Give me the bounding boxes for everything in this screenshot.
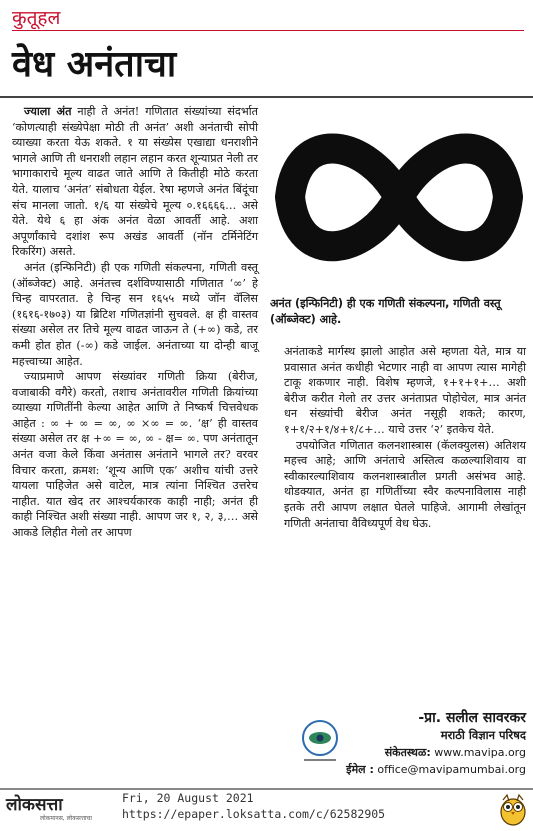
headline-divider: [0, 96, 533, 98]
author-organization: मराठी विज्ञान परिषद: [440, 728, 526, 742]
article-column-1: [12, 104, 258, 541]
edition-info: [122, 790, 385, 822]
email-label: ईमेल :: [346, 763, 374, 776]
section-kicker: कुतूहल: [12, 7, 61, 29]
author-name: -प्रा. सलील सावरकर: [418, 710, 526, 726]
email-row: [300, 761, 526, 778]
article-headline: वेध अनंताचा: [12, 44, 177, 85]
article-column-2: [284, 344, 526, 531]
website-label: संकेतस्थळ:: [384, 746, 431, 759]
email-link[interactable]: office@mavipamumbai.org: [377, 763, 526, 776]
infinity-symbol: [268, 100, 530, 295]
lead-words: ज्याला अंत: [24, 104, 72, 118]
paragraph-1-text: नाही ते अनंत! गणितात संख्यांच्या संदर्भात ‘कोणत्याही संख्येपेक्षा मोठी ती अनंत’ अशी अनंताची सोपी व्याख्या करता येऊ शकते. १ या संख्येस एखाद्या धनराशीने भागले आणि ती धनराशी लहान लहान करत शून्याप्रत नेली तर भागाकाराचे मूल्य वाढत जाते आणि ते कितीही मोठे करता येते. यालाच ‘अनंत’ संबोधता येईल. रेषा म्हणजे अनंत बिंदूंचा संच मानला जातो. १/६ या संख्येचे मूल्य ०.१६६६६… असे येते. येथे ६ हा अंक अनंत वेळा आवर्ती आहे. अशा अपूर्णांकाचे दशांश रूप अखंड आवर्ती (नॉन टर्मिनेटिंग रिकरिंग) असते.: [12, 105, 258, 259]
paragraph-2: अनंत (इन्फिनिटी) ही एक गणिती संकल्पना, गणिती वस्तू (ऑब्जेक्ट) आहे. अनंतत्त्व दर्शविण्यासाठी गणितात ‘∞’ हे चिन्ह वापरतात. हे चिन्ह सन १६५५ मध्ये जॉन वॅलिस (१६१६-१७०३) या ब्रिटिश गणितज्ञांनी सुचवले. क्ष ही वास्तव संख्या असेल तर तिचे मूल्य वाढत जाऊन ते (+∞) कडे, तर कमी होत होत (-∞) कडे जाईल. अनंताच्या या दोन्ही बाजू महत्त्वाच्या आहेत.: [12, 260, 258, 368]
website-link[interactable]: www.mavipa.org: [434, 746, 526, 759]
epaper-url[interactable]: https://epaper.loksatta.com/c/62582905: [122, 807, 386, 821]
newspaper-tagline: लोकमानस, लोकसत्ताचा: [40, 815, 92, 822]
owl-icon: [498, 792, 528, 826]
paragraph-4: अनंताकडे मार्गस्थ झालो आहोत असे म्हणता येते, मात्र या प्रवासात अनंत कधीही भेटणार नाही वा आपण त्यास मागेही टाकू शकणार नाही. विशेष म्हणजे, १+१+१+… अशी बेरीज करीत गेलो तर उत्तर अनंताप्रत पोहोचेल, मात्र अनंत धन संख्यांची बेरीज अनंत नसूही शकते; कारण, १+१/२+१/४+१/८+… याचे उत्तर ‘२’ इतकेच येते.: [284, 345, 526, 436]
kicker-divider: [12, 30, 524, 31]
edition-date: Fri, 20 August 2021: [122, 791, 254, 805]
author-block: [300, 710, 526, 778]
image-caption: अनंत (इन्फिनिटी) ही एक गणिती संकल्पना, गणिती वस्तू (ऑब्जेक्ट) आहे.: [270, 297, 501, 326]
paragraph-3: ज्याप्रमाणे आपण संख्यांवर गणिती क्रिया (बेरीज, वजाबाकी वगैरे) करतो, तशाच अनंतावरील गणिती क्रियांच्या व्याख्या गणितींनी केल्या आहेत आणि ते निष्कर्ष चित्तवेधक आहेत : ∞ + ∞ = ∞, ∞ ×∞ = ∞. ‘क्ष’ ही वास्तव संख्या असेल तर क्ष +∞ = ∞, ∞ - क्ष= ∞. पण अनंतातून अनंत वजा केले किंवा अनंतास अनंताने भागले तर? वरवर विचार करता, क्रमश: ‘शून्य आणि एक’ अशीच यांची उत्तरे यायला पाहिजेत असे वाटेल, मात्र त्यांना निश्चित उत्तरेच नाहीत. यात खेद तर आश्चर्यकारक काही नाही; अनंत ही काही निश्चित अशी संख्या नाही. आपण जर १, २, ३,… असे आकडे लिहीत गेलो तर आपण: [12, 370, 258, 540]
newspaper-logo: लोकसत्ता: [6, 795, 63, 815]
paragraph-5: उपयोजित गणितात कलनशास्त्रास (कॅलक्युलस) अतिशय महत्त्व आहे; आणि अनंताचे अस्तित्व कळल्याशिवाय वा स्वीकारल्याशिवाय कलनशास्त्रातील प्रगती असंभव आहे. थोडक्यात, अनंत हा गणितींच्या स्वैर कल्पनाविलास नाही इतके तरी आपण लक्षात घेतले पाहिजे. आगामी लेखांतून गणिती अनंताचा वैविध्यपूर्ण वेध घेऊ.: [284, 438, 526, 530]
website-row: [300, 744, 526, 761]
